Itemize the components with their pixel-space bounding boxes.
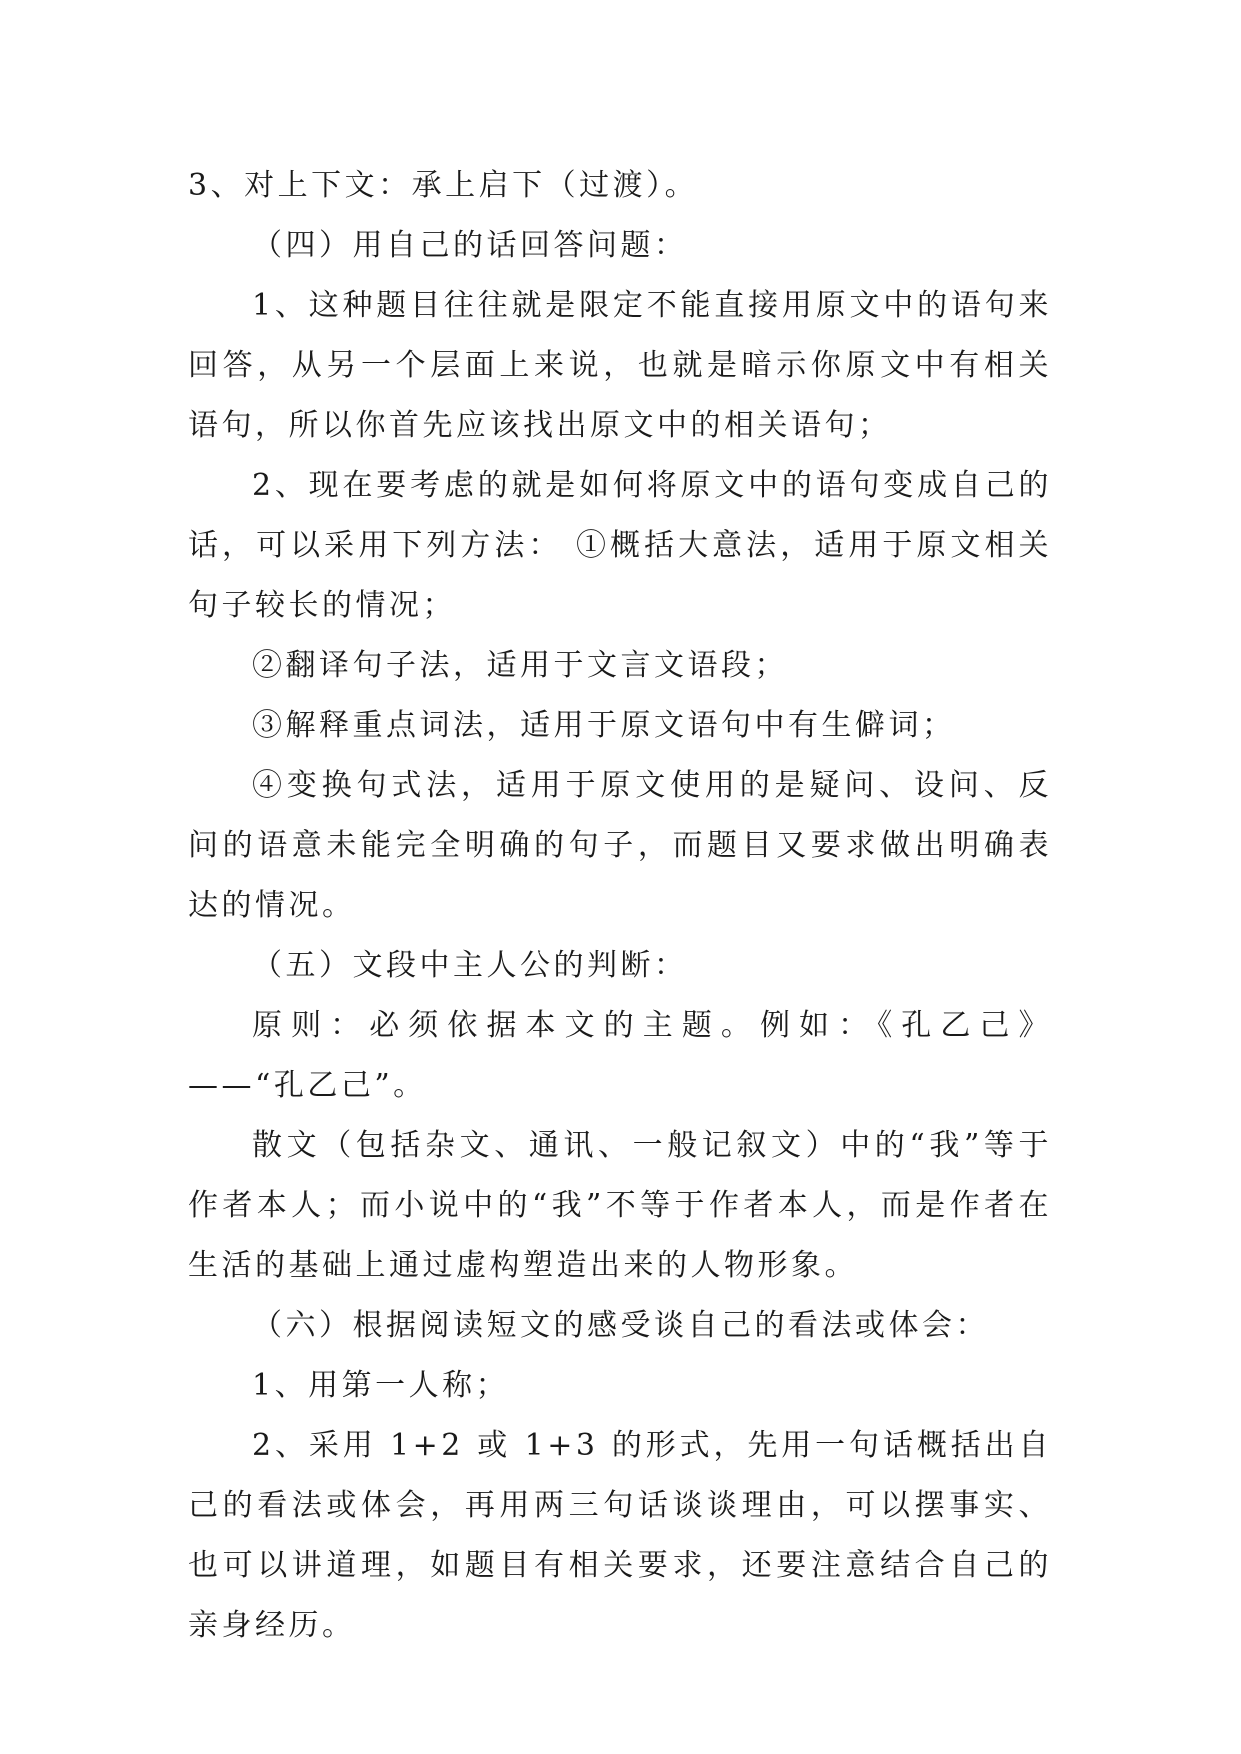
- section-heading: （五）文段中主人公的判断：: [252, 948, 688, 983]
- paragraph: 1、这种题目往往就是限定不能直接用原文中的语句来回答，从另一个层面上来说，也就是暗示你原文中有相关语句，所以你首先应该找出原文中的相关语句；: [188, 288, 1052, 443]
- section-heading: （四）用自己的话回答问题：: [252, 228, 688, 263]
- paragraph: 3、对上下文：承上启下（过渡）。: [188, 168, 699, 203]
- paragraph: 2、现在要考虑的就是如何将原文中的语句变成自己的话，可以采用下列方法： ①概括大意法，适用于原文相关句子较长的情况；: [188, 468, 1052, 623]
- paragraph: ④变换句式法，适用于原文使用的是疑问、设问、反问的语意未能完全明确的句子，而题目又要求做出明确表达的情况。: [188, 768, 1052, 923]
- paragraph: 散文（包括杂文、通讯、一般记叙文）中的“我”等于作者本人；而小说中的“我”不等于作者本人，而是作者在生活的基础上通过虚构塑造出来的人物形象。: [188, 1128, 1052, 1283]
- document-body: [188, 156, 1052, 1656]
- paragraph: ③解释重点词法，适用于原文语句中有生僻词；: [252, 708, 956, 743]
- paragraph: 原则：必须依据本文的主题。例如：《孔乙己》——“孔乙己”。: [188, 1008, 1052, 1103]
- paragraph: 1、用第一人称；: [252, 1368, 510, 1403]
- paragraph: 2、采用 1+2 或 1+3 的形式，先用一句话概括出自己的看法或体会，再用两三句话谈谈理由，可以摆事实、也可以讲道理，如题目有相关要求，还要注意结合自己的亲身经历。: [188, 1428, 1052, 1643]
- paragraph: ②翻译句子法，适用于文言文语段；: [252, 648, 788, 683]
- section-heading: （六）根据阅读短文的感受谈自己的看法或体会：: [252, 1308, 989, 1343]
